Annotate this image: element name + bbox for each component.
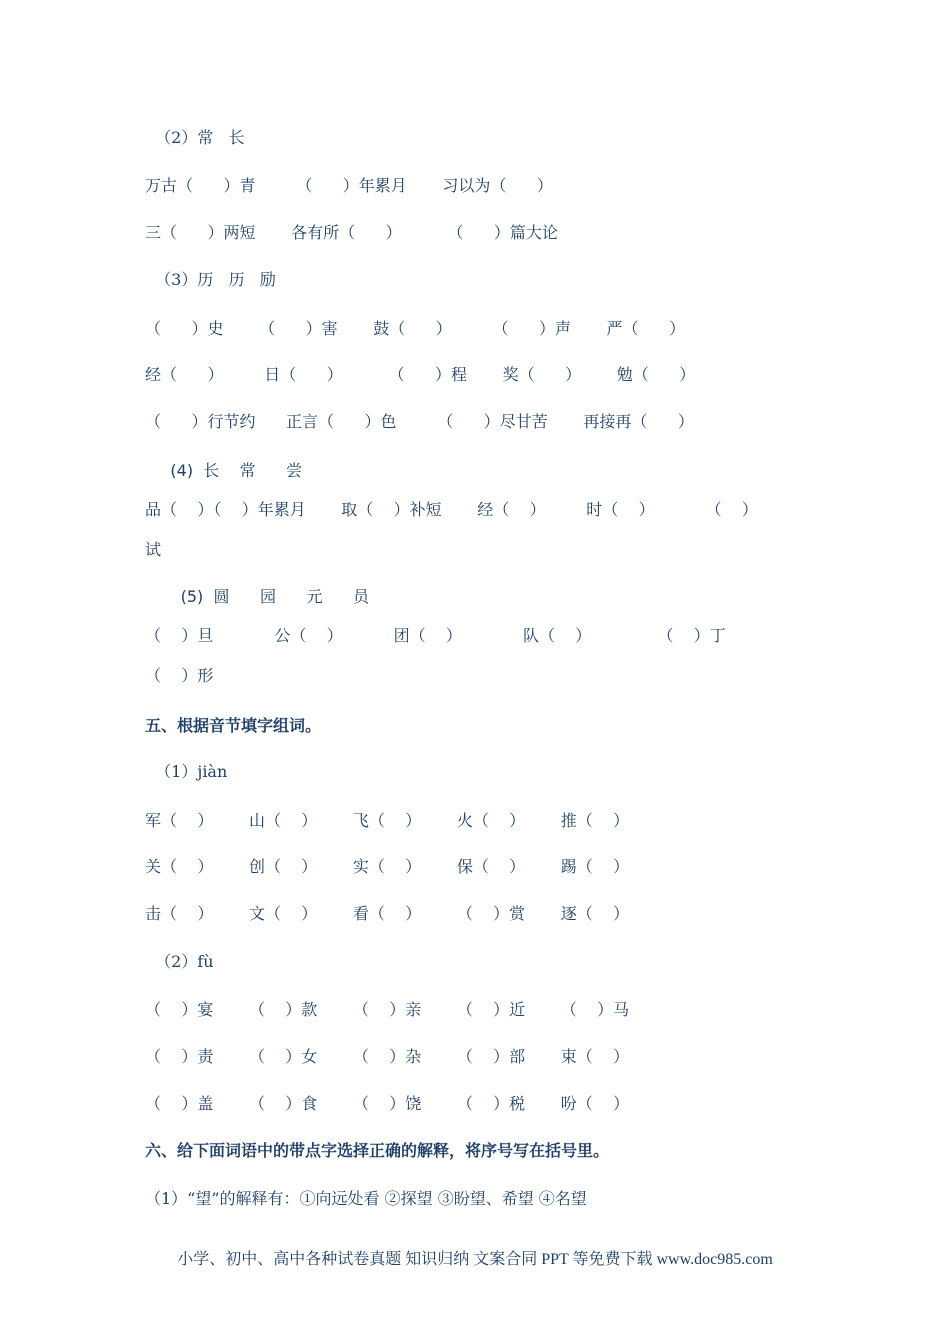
exercise-line: 击（ ） 文（ ） 看（ ） （ ）赏 逐（ ） (145, 904, 630, 923)
exercise-line: （ ）盖 （ ）食 （ ）饶 （ ）税 吩（ ） (145, 1094, 630, 1113)
exercise-line: （ ）史 （ ）害 鼓（ ） （ ）声 严（ ） (145, 319, 686, 338)
subheading-fu: （2）fù (145, 952, 214, 971)
exercise-line: （1）“望”的解释有：①向远处看 ②探望 ③盼望、希望 ④名望 (145, 1189, 587, 1208)
exercise-line: 经（ ） 日（ ） （ ）程 奖（ ） 勉（ ） (145, 365, 696, 384)
exercise-line: （ ）旦 公（ ） 团（ ） 队（ ） （ ）丁 (145, 626, 726, 645)
subheading-3: （3）历 历 励 (145, 270, 276, 289)
subheading-jian: （1）jiàn (145, 762, 228, 781)
page-footer: 小学、初中、高中各种试卷真题 知识归纳 文案合同 PPT 等免费下载 www.doc985.com (177, 1251, 773, 1268)
section-heading-5: 五、根据音节填字组词。 (145, 716, 322, 735)
exercise-line: 关（ ） 创（ ） 实（ ） 保（ ） 踢（ ） (145, 857, 630, 876)
subheading-4: (4) 长 常 尝 (145, 461, 303, 480)
exercise-line: 三（ ）两短 各有所（ ） （ ）篇大论 (145, 223, 558, 242)
exercise-line: （ ）宴 （ ）款 （ ）亲 （ ）近 （ ）马 (145, 1000, 630, 1019)
subheading-5: (5) 圆 园 元 员 (145, 587, 369, 606)
exercise-line: 军（ ） 山（ ） 飞（ ） 火（ ） 推（ ） (145, 811, 630, 830)
subheading-2: （2）常 长 (145, 128, 245, 147)
exercise-line: 试 (145, 540, 162, 559)
exercise-line: （ ）形 (145, 666, 214, 685)
exercise-line: （ ）责 （ ）女 （ ）杂 （ ）部 束（ ） (145, 1047, 630, 1066)
exercise-line: （ ）行节约 正言（ ）色 （ ）尽甘苦 再接再（ ） (145, 412, 694, 431)
exercise-line: 品（ ）（ ）年累月 取（ ）补短 经（ ） 时（ ） （ ） (145, 500, 758, 519)
exercise-line: 万古（ ）青 （ ）年累月 习以为（ ） (145, 176, 553, 195)
section-heading-6: 六、给下面词语中的带点字选择正确的解释，将序号写在括号里。 (145, 1141, 610, 1160)
